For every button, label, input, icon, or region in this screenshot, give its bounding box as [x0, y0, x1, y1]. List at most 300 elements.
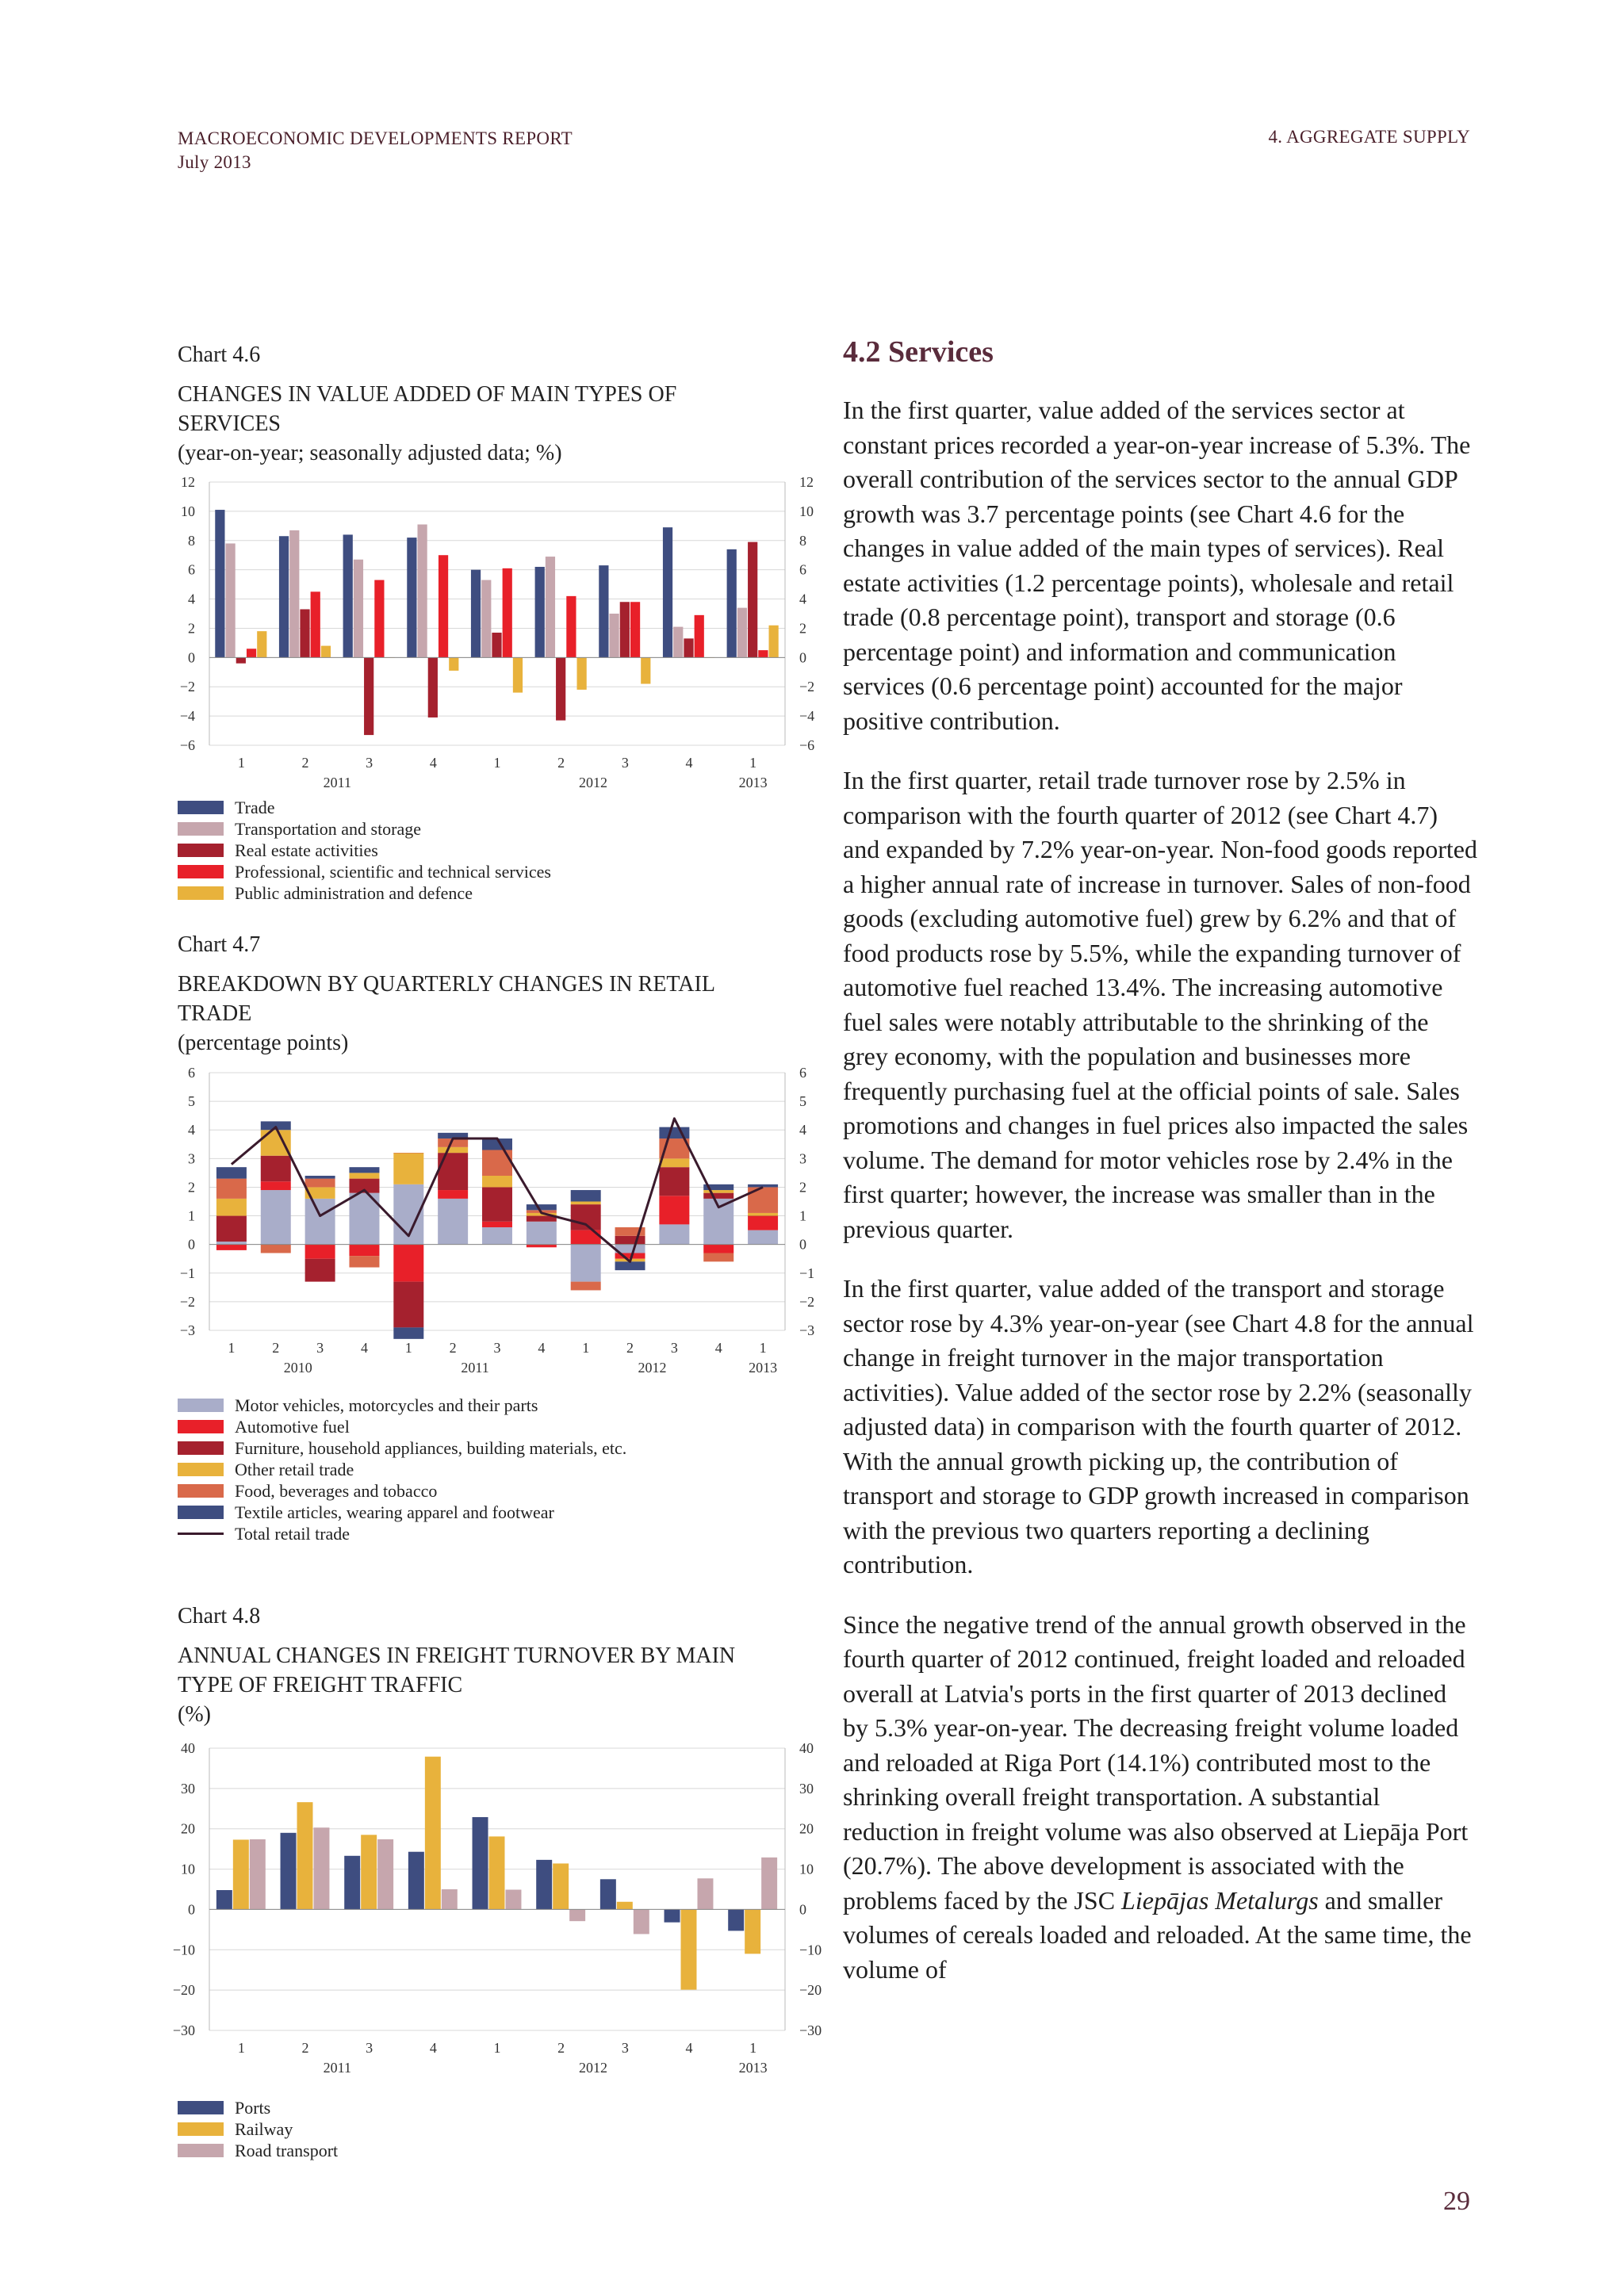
chart-4-6-bar-0-1	[279, 536, 289, 657]
chart-4-7-bar-2-0	[216, 1216, 247, 1242]
chart-4-6-bar-0-2	[343, 534, 353, 657]
chart-4-8-year-label: 2013	[738, 2060, 768, 2076]
chart-4-7-subtitle: (percentage points)	[178, 1031, 349, 1055]
chart-4-7-bar-2-2	[305, 1259, 335, 1282]
chart-4-7-ytick-left: 3	[188, 1150, 195, 1167]
chart-4-7-xtick: 2	[449, 1340, 457, 1356]
chart-4-6-bar-3-7	[695, 615, 704, 657]
chart-4-7-year-label: 2013	[749, 1360, 778, 1376]
chart-4-8-xtick: 2	[301, 2040, 309, 2056]
chart-4-8-bar-0-6	[600, 1879, 616, 1909]
chart-4-7-bar-3-1	[261, 1130, 291, 1156]
paragraph-4	[843, 1608, 1477, 1988]
chart-4-7-legend	[178, 1395, 626, 1544]
legend-swatch	[178, 844, 224, 857]
chart-4-7-bar-1-6	[482, 1222, 512, 1227]
chart-4-6-ytick-left: 4	[188, 591, 195, 607]
chart-4-6-ytick-left: 6	[188, 561, 195, 578]
chart-4-8-title-line2: TYPE OF FREIGHT TRAFFIC	[178, 1673, 463, 1697]
chart-4-8-ytick-right: 10	[799, 1861, 814, 1877]
chart-4-7-xtick: 2	[626, 1340, 634, 1356]
chart-4-6-bar-1-8	[737, 608, 747, 658]
chart-4-6-ytick-right: 12	[799, 474, 814, 490]
chart-4-7-year-label: 2010	[283, 1360, 312, 1376]
chart-4-8-bar-2-6	[634, 1909, 649, 1934]
chart-4-6-ytick-right: −6	[799, 737, 815, 753]
legend-label: Ports	[235, 2098, 271, 2118]
chart-4-6-ytick-left: 10	[181, 503, 195, 519]
legend-label: Real estate activities	[235, 840, 378, 860]
chart-4-7-ytick-left: 0	[188, 1236, 195, 1253]
chart-4-8-ytick-left: 30	[181, 1780, 195, 1797]
chart-4-7-bar-2-10	[659, 1167, 689, 1196]
chart-4-7-bar-4-11	[703, 1253, 733, 1262]
legend-label: Food, beverages and tobacco	[235, 1481, 438, 1501]
legend-item	[178, 1416, 626, 1437]
chart-4-7-ytick-right: −3	[799, 1322, 815, 1338]
chart-4-8-bar-0-7	[665, 1909, 680, 1922]
legend-label: Textile articles, wearing apparel and footwear	[235, 1502, 554, 1522]
chart-4-7-bar-4-6	[482, 1150, 512, 1177]
chart-4-7-ytick-right: 3	[799, 1150, 806, 1167]
legend-label: Total retail trade	[235, 1524, 350, 1544]
chart-4-8-xtick: 3	[366, 2040, 373, 2056]
chart-4-8-ytick-right: −20	[799, 1982, 822, 1999]
chart-4-6-bar-4-1	[321, 646, 331, 658]
legend-label: Furniture, household appliances, building materials, etc.	[235, 1438, 627, 1458]
chart-4-7-bar-5-9	[615, 1261, 645, 1270]
chart-4-7-bar-3-10	[659, 1158, 689, 1167]
chart-4-6-bar-1-3	[417, 524, 427, 657]
legend-swatch	[178, 1441, 224, 1455]
chart-4-7-title-line1: BREAKDOWN BY QUARTERLY CHANGES IN RETAIL	[178, 972, 715, 997]
chart-4-6-ytick-right: 4	[799, 591, 806, 607]
report-date: July 2013	[178, 152, 251, 172]
chart-4-6-bar-0-7	[663, 527, 672, 657]
chart-4-6-bar-4-6	[641, 657, 650, 683]
chart-4-7-ytick-right: 6	[799, 1065, 806, 1081]
chart-4-7-bar-1-11	[703, 1245, 733, 1253]
chart-4-6-ytick-left: −6	[179, 737, 195, 753]
legend-item	[178, 1459, 626, 1480]
chart-4-6-xtick: 2	[557, 755, 565, 771]
chart-4-7-number: Chart 4.7	[178, 932, 261, 957]
section-header: 4. AGGREGATE SUPPLY	[1268, 127, 1470, 147]
legend-label: Road transport	[235, 2141, 339, 2160]
chart-4-7-xtick: 4	[714, 1340, 722, 1356]
paragraph-3: In the first quarter, value added of the transport and storage sector rose by 4.3% year-on-year (see Chart 4.8 for the annual change in freight turnover in the major transportation activities). Value added of the sector rose by 2.2% (seasonally adjusted data) in comparison with the fourth quarter of 2012. With the annual growth picking up, the contribution of transport and storage to GDP growth increased in comparison with the previous two quarters reporting a declining contribution.	[843, 1274, 1474, 1578]
chart-4-8-bar-2-7	[697, 1878, 713, 1909]
report-title: MACROECONOMIC DEVELOPMENTS REPORT	[178, 128, 573, 148]
chart-4-6-bar-4-8	[769, 626, 779, 658]
chart-4-7-bar-0-8	[571, 1245, 601, 1282]
chart-4-8-ytick-right: 40	[799, 1740, 814, 1756]
legend-item	[178, 1395, 626, 1416]
chart-4-6-bar-1-4	[481, 580, 491, 658]
legend-label: Transportation and storage	[235, 819, 422, 839]
chart-4-6-bar-2-3	[428, 657, 438, 718]
chart-4-8-bar-2-3	[442, 1889, 458, 1909]
chart-4-8-bar-1-0	[233, 1839, 249, 1909]
chart-4-7-title	[178, 970, 812, 1058]
chart-4-7-ytick-right: 4	[799, 1122, 806, 1138]
chart-4-7-plot	[178, 1058, 817, 1383]
chart-4-7-ytick-left: −1	[179, 1265, 195, 1281]
chart-4-8-title	[178, 1641, 812, 1729]
chart-4-7-bar-3-11	[703, 1190, 733, 1193]
chart-4-6-title	[178, 380, 812, 468]
chart-4-6-bar-3-2	[374, 580, 384, 658]
chart-4-7-bar-3-3	[349, 1173, 379, 1178]
chart-4-8-ytick-right: 0	[799, 1901, 806, 1918]
chart-4-8-number: Chart 4.8	[178, 1604, 261, 1628]
report-header	[178, 127, 573, 174]
chart-4-7-bar-1-4	[393, 1245, 423, 1282]
chart-4-6-xtick: 3	[366, 755, 373, 771]
chart-4-6-year-label: 2012	[579, 775, 607, 790]
chart-4-7-xtick: 4	[360, 1340, 368, 1356]
chart-4-8-plot	[172, 1730, 822, 2079]
legend-label: Railway	[235, 2119, 293, 2139]
chart-4-7-bar-4-1	[261, 1245, 291, 1253]
legend-swatch	[178, 886, 224, 900]
chart-4-6-bar-0-6	[599, 565, 608, 657]
chart-4-6-bar-3-1	[311, 591, 320, 657]
page-number: 29	[1443, 2187, 1470, 2216]
chart-4-6-bar-1-1	[289, 530, 299, 657]
chart-4-6-bar-4-5	[577, 657, 587, 690]
legend-item	[178, 797, 551, 818]
chart-4-6-subtitle: (year-on-year; seasonally adjusted data; %)	[178, 441, 562, 465]
chart-4-7-ytick-left: 6	[188, 1065, 195, 1081]
chart-4-8-bar-0-0	[216, 1890, 232, 1909]
chart-4-8-bar-1-7	[681, 1909, 697, 1989]
chart-4-8-year-label: 2011	[323, 2060, 352, 2076]
chart-4-6-xtick: 4	[429, 755, 437, 771]
chart-4-8-bar-1-8	[745, 1909, 760, 1954]
chart-4-7-ytick-right: 5	[799, 1093, 806, 1110]
legend-swatch	[178, 2101, 224, 2114]
chart-4-7-ytick-left: −2	[179, 1293, 195, 1310]
legend-label: Other retail trade	[235, 1460, 354, 1479]
chart-4-6-bar-3-8	[758, 650, 768, 657]
legend-item	[178, 861, 551, 882]
chart-4-7-bar-4-8	[571, 1282, 601, 1291]
chart-4-7-bar-0-6	[482, 1227, 512, 1245]
chart-4-8-subtitle: (%)	[178, 1702, 211, 1727]
chart-4-6-bar-2-8	[748, 542, 757, 658]
chart-4-8-bar-2-5	[569, 1909, 585, 1921]
chart-4-7-bar-1-5	[438, 1190, 468, 1199]
legend-label: Professional, scientific and technical services	[235, 862, 551, 882]
chart-4-7-bar-0-5	[438, 1199, 468, 1245]
chart-4-8-ytick-left: −30	[172, 2022, 195, 2038]
chart-4-7-bar-2-1	[261, 1156, 291, 1182]
chart-4-8-xtick: 1	[749, 2040, 757, 2056]
chart-4-6-bar-4-4	[513, 657, 523, 692]
legend-swatch	[178, 1484, 224, 1498]
chart-4-6-ytick-left: 2	[188, 620, 195, 637]
chart-4-7-year-label: 2011	[461, 1360, 489, 1376]
chart-4-6-xtick: 3	[621, 755, 629, 771]
chart-4-7-bar-5-10	[659, 1127, 689, 1138]
chart-4-7-bar-5-8	[571, 1190, 601, 1201]
chart-4-6-ytick-right: −4	[799, 708, 815, 725]
legend-swatch	[178, 2144, 224, 2157]
chart-4-6-bar-4-0	[257, 631, 266, 657]
chart-4-8-bar-2-1	[313, 1827, 329, 1909]
legend-item	[178, 2140, 338, 2161]
chart-4-6-number: Chart 4.6	[178, 342, 261, 367]
chart-4-6-xtick: 2	[301, 755, 309, 771]
paragraph-2: In the first quarter, retail trade turnover rose by 2.5% in comparison with the fourth quarter of 2012 (see Chart 4.7) and expanded by 7.2% year-on-year. Non-food goods reported a higher annual rate of increase in turnover. Sales of non-food goods (excluding automotive fuel) grew by 6.2% and that of food products rose by 5.5%, while the expanding turnover of automotive fuel reached 13.4%. The increasing automotive fuel sales were notably attributable to the shrinking of the grey economy, with the population and businesses more frequently purchasing fuel at the official points of sale. Sales promotions and changes in fuel prices also impacted the sales volume. The demand for motor vehicles rose by 2.4% in the first quarter; however, the increase was smaller than in the previous quarter.	[843, 766, 1477, 1243]
chart-4-6-ytick-right: 8	[799, 532, 806, 549]
legend-swatch	[178, 1420, 224, 1433]
legend-swatch	[178, 1399, 224, 1412]
chart-4-8-legend	[178, 2097, 338, 2161]
chart-4-7-ytick-left: −3	[179, 1322, 195, 1338]
chart-4-7-ytick-right: −1	[799, 1265, 815, 1281]
chart-4-6-ytick-right: 0	[799, 649, 806, 666]
chart-4-7-bar-1-7	[527, 1245, 557, 1248]
chart-4-7-bar-2-4	[393, 1282, 423, 1328]
chart-4-7-xtick: 1	[582, 1340, 590, 1356]
legend-label: Motor vehicles, motorcycles and their parts	[235, 1395, 538, 1415]
chart-4-7-bar-0-2	[305, 1199, 335, 1245]
chart-4-8-xtick: 3	[621, 2040, 629, 2056]
chart-4-6-bar-1-5	[546, 557, 555, 657]
chart-4-6-bar-3-5	[566, 596, 576, 657]
chart-4-7-bar-5-7	[527, 1204, 557, 1210]
chart-4-7-xtick: 3	[316, 1340, 324, 1356]
chart-4-7-xtick: 1	[759, 1340, 767, 1356]
chart-4-7-bar-1-2	[305, 1245, 335, 1259]
chart-4-8-bar-1-5	[553, 1863, 569, 1909]
legend-item	[178, 1480, 626, 1502]
legend-swatch	[178, 2122, 224, 2136]
chart-4-7-bar-2-5	[438, 1153, 468, 1190]
chart-4-7-bar-3-5	[438, 1147, 468, 1153]
chart-4-7-title-line2: TRADE	[178, 1001, 252, 1026]
legend-label: Trade	[235, 798, 275, 817]
chart-4-6-bar-4-3	[449, 657, 458, 671]
chart-4-8-title-line1: ANNUAL CHANGES IN FREIGHT TURNOVER BY MAIN	[178, 1644, 736, 1668]
legend-swatch	[178, 822, 224, 836]
chart-4-6-xtick: 4	[685, 755, 693, 771]
chart-4-7-bar-2-9	[615, 1236, 645, 1245]
chart-4-6-bar-0-5	[535, 567, 545, 657]
legend-item	[178, 1502, 626, 1523]
chart-4-7-ytick-right: 0	[799, 1236, 806, 1253]
chart-4-6-ytick-left: 8	[188, 532, 195, 549]
chart-4-8-bar-0-8	[728, 1909, 744, 1931]
chart-4-7-bar-2-12	[748, 1216, 778, 1217]
chart-4-6-bar-3-0	[247, 649, 256, 657]
chart-4-6-ytick-right: 2	[799, 620, 806, 637]
chart-4-7-bar-0-12	[748, 1230, 778, 1245]
chart-4-8-bar-0-2	[344, 1856, 360, 1910]
legend-swatch	[178, 801, 224, 814]
section-title: 4.2 Services	[843, 335, 994, 369]
chart-4-7-bar-0-7	[527, 1222, 557, 1245]
chart-4-6-ytick-right: −2	[799, 679, 815, 695]
chart-4-6-ytick-left: 0	[188, 649, 195, 666]
chart-4-8-ytick-left: 40	[181, 1740, 195, 1756]
chart-4-8-xtick: 1	[493, 2040, 501, 2056]
chart-4-7-ytick-right: 1	[799, 1207, 806, 1224]
chart-4-6-bar-2-5	[556, 657, 565, 720]
chart-4-6-bar-3-4	[503, 568, 512, 658]
chart-4-7-bar-3-4	[393, 1153, 423, 1184]
chart-4-8-ytick-left: 20	[181, 1820, 195, 1837]
chart-4-8-ytick-right: −10	[799, 1942, 822, 1958]
chart-4-7-xtick: 1	[404, 1340, 412, 1356]
chart-4-8-bar-1-6	[617, 1902, 633, 1910]
chart-4-6-title-line2: SERVICES	[178, 411, 282, 436]
chart-4-8-xtick: 2	[557, 2040, 565, 2056]
chart-4-7-bar-0-1	[261, 1190, 291, 1245]
company-name: Liepājas Metalurgs	[1121, 1885, 1319, 1915]
legend-swatch	[178, 865, 224, 878]
chart-4-8-ytick-left: −10	[172, 1942, 195, 1958]
chart-4-7-ytick-left: 1	[188, 1207, 195, 1224]
chart-4-7-bar-5-2	[305, 1176, 335, 1179]
chart-4-8-bar-1-1	[297, 1802, 313, 1909]
chart-4-6-bar-1-0	[225, 543, 235, 657]
chart-4-6-bar-0-4	[471, 570, 481, 658]
chart-4-6-plot	[178, 468, 817, 801]
chart-4-7-year-label: 2012	[638, 1360, 667, 1376]
chart-4-8-xtick: 1	[237, 2040, 245, 2056]
chart-4-7-bar-4-4	[393, 1153, 423, 1154]
chart-4-6-bar-3-3	[439, 555, 448, 657]
chart-4-7-bar-0-0	[216, 1242, 247, 1245]
chart-4-7-bar-2-8	[571, 1204, 601, 1230]
chart-4-7-ytick-left: 2	[188, 1179, 195, 1196]
legend-item	[178, 840, 551, 861]
chart-4-7-bar-3-0	[216, 1199, 247, 1216]
chart-4-6-bar-0-3	[407, 538, 416, 657]
chart-4-6-bar-2-6	[620, 602, 630, 657]
chart-4-8-ytick-left: 10	[181, 1861, 195, 1877]
chart-4-7-bar-1-10	[659, 1196, 689, 1224]
legend-swatch	[178, 1463, 224, 1476]
chart-4-7-xtick: 2	[272, 1340, 280, 1356]
chart-4-7-bar-5-4	[393, 1327, 423, 1338]
chart-4-7-bar-1-1	[261, 1181, 291, 1190]
chart-4-8-ytick-right: 20	[799, 1820, 814, 1837]
chart-4-6-bar-1-2	[354, 560, 363, 658]
legend-item	[178, 2118, 338, 2140]
chart-4-6-bar-0-0	[215, 510, 224, 657]
chart-4-6-bar-1-6	[609, 614, 619, 657]
chart-4-7-xtick: 3	[670, 1340, 678, 1356]
chart-4-6-bar-2-1	[300, 609, 309, 657]
chart-4-6-bar-3-6	[630, 602, 640, 657]
chart-4-7-bar-2-6	[482, 1187, 512, 1221]
chart-4-8-ytick-right: −30	[799, 2022, 822, 2038]
chart-4-7-bar-5-12	[748, 1184, 778, 1188]
chart-4-6-legend	[178, 797, 551, 904]
legend-item	[178, 818, 551, 840]
chart-4-7-bar-3-12	[748, 1213, 778, 1216]
chart-4-6-year-label: 2013	[738, 775, 768, 790]
chart-4-6-ytick-right: 10	[799, 503, 814, 519]
chart-4-8-bar-0-1	[281, 1833, 297, 1910]
chart-4-8-bar-1-3	[425, 1757, 441, 1910]
paragraph-4-part-2: and smaller volumes of cereals loaded and reloaded. At the same time, the volume of	[843, 1885, 1472, 1984]
chart-4-6-ytick-left: 12	[181, 474, 195, 490]
chart-4-7-bar-4-2	[305, 1179, 335, 1188]
legend-line-swatch	[178, 1533, 224, 1535]
chart-4-6-ytick-left: −4	[179, 708, 195, 725]
chart-4-6-bar-2-0	[236, 657, 246, 663]
chart-4-8-bar-2-2	[377, 1839, 393, 1909]
chart-4-7-bar-1-0	[216, 1245, 247, 1250]
legend-label: Public administration and defence	[235, 883, 473, 903]
chart-4-8-ytick-left: −20	[172, 1982, 195, 1999]
chart-4-6-bar-2-4	[492, 633, 501, 657]
chart-4-8-xtick: 4	[429, 2040, 437, 2056]
legend-item	[178, 882, 551, 904]
chart-4-7-xtick: 3	[493, 1340, 501, 1356]
chart-4-6-xtick: 1	[237, 755, 245, 771]
legend-item	[178, 2097, 338, 2118]
chart-4-8-bar-2-4	[505, 1890, 521, 1910]
chart-4-8-xtick: 4	[685, 2040, 693, 2056]
chart-4-8-bar-2-0	[250, 1839, 266, 1909]
chart-4-6-bar-0-8	[727, 549, 737, 657]
chart-4-7-ytick-left: 5	[188, 1093, 195, 1110]
chart-4-8-year-label: 2012	[579, 2060, 607, 2076]
chart-4-6-ytick-left: −2	[179, 679, 195, 695]
chart-4-6-xtick: 1	[749, 755, 757, 771]
chart-4-7-bar-1-3	[349, 1245, 379, 1256]
chart-4-7-xtick: 4	[538, 1340, 546, 1356]
chart-4-7-bar-5-3	[349, 1167, 379, 1173]
chart-4-7-xtick: 1	[228, 1340, 236, 1356]
chart-4-6-bar-1-7	[673, 627, 683, 658]
chart-4-7-bar-4-3	[349, 1256, 379, 1267]
legend-label: Automotive fuel	[235, 1417, 350, 1437]
chart-4-8-bar-0-5	[536, 1860, 552, 1910]
chart-4-6-bar-2-2	[364, 657, 373, 735]
chart-4-8-ytick-left: 0	[188, 1901, 195, 1918]
chart-4-7-ytick-left: 4	[188, 1122, 195, 1138]
chart-4-7-bar-0-10	[659, 1224, 689, 1244]
chart-4-7-bar-3-6	[482, 1176, 512, 1187]
paragraph-1: In the first quarter, value added of the services sector at constant prices recorded a year-on-year increase of 5.3%. The overall contribution of the services sector to the annual GDP growth was 3.7 percentage points (see Chart 4.6 for the changes in value added of the main types of services). Real estate activities (1.2 percentage points), wholesale and retail trade (0.8 percentage point), transport and storage (0.6 percentage point) and information and communication services (0.6 percentage point) accounted for the major positive contribution.	[843, 396, 1471, 735]
chart-4-6-bar-2-7	[684, 638, 693, 657]
chart-4-7-bar-1-12	[748, 1216, 778, 1230]
chart-4-7-bar-5-0	[216, 1167, 247, 1178]
chart-4-8-bar-0-4	[473, 1817, 488, 1909]
chart-4-8-bar-2-8	[761, 1858, 777, 1910]
chart-4-7-ytick-right: −2	[799, 1293, 815, 1310]
chart-4-8-bar-0-3	[408, 1852, 424, 1910]
chart-4-8-ytick-right: 30	[799, 1780, 814, 1797]
chart-4-7-bar-3-8	[571, 1202, 601, 1205]
services-section	[843, 333, 1477, 2012]
chart-4-7-ytick-right: 2	[799, 1179, 806, 1196]
legend-item	[178, 1437, 626, 1459]
chart-4-6-year-label: 2011	[323, 775, 352, 790]
chart-4-6-title-line1: CHANGES IN VALUE ADDED OF MAIN TYPES OF	[178, 382, 677, 407]
chart-4-8-bar-1-2	[361, 1835, 377, 1909]
chart-4-6-xtick: 1	[493, 755, 501, 771]
legend-swatch	[178, 1506, 224, 1519]
chart-4-7-bar-2-11	[703, 1193, 733, 1199]
